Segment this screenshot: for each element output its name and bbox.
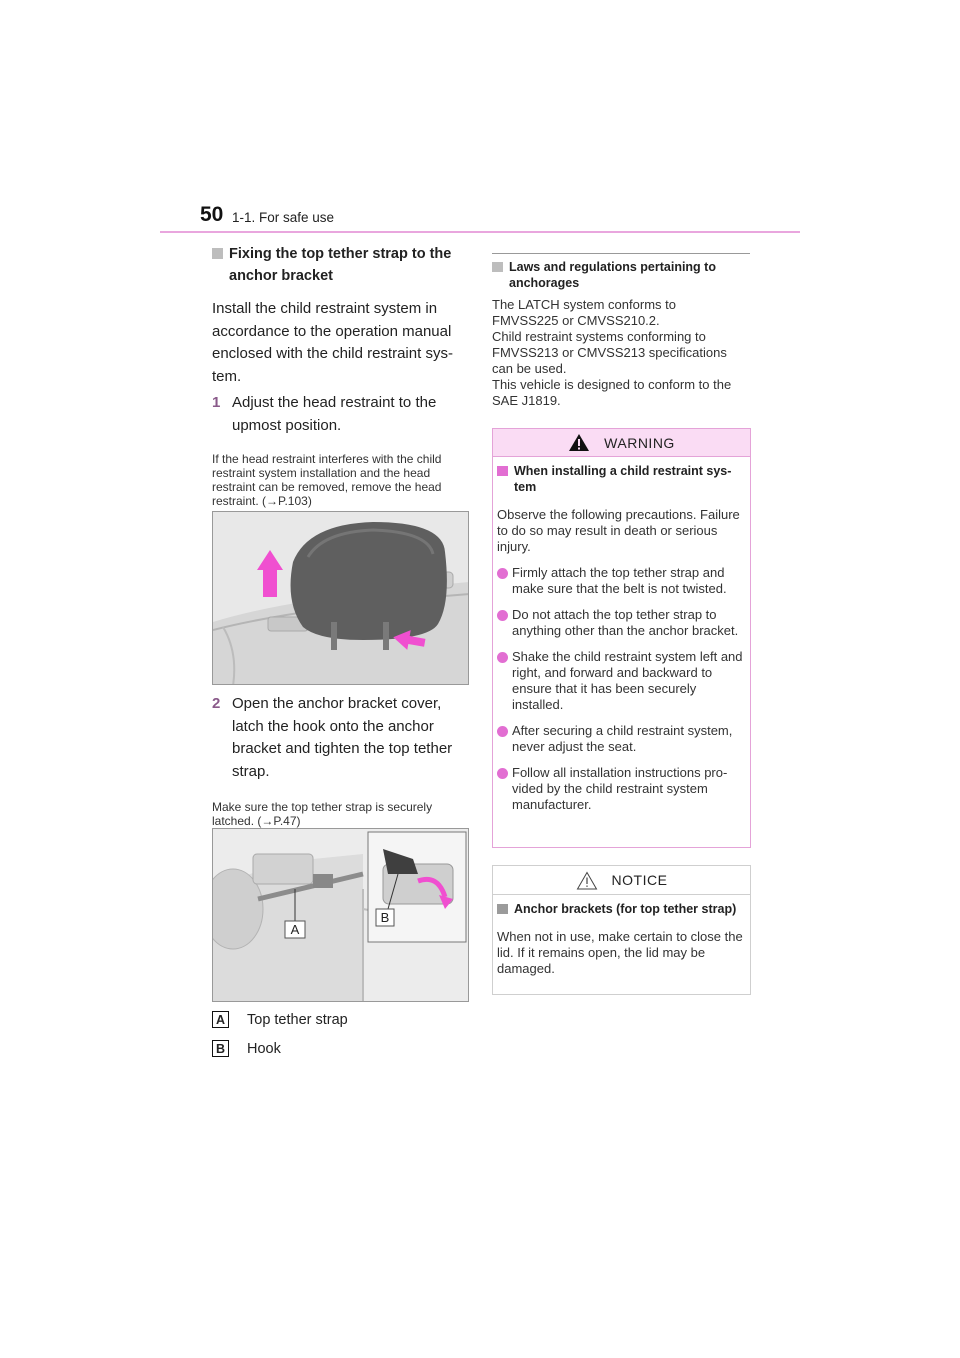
figure-callout-b: B <box>380 910 390 925</box>
head-restraint-illustration <box>213 512 469 685</box>
bullet-dot-icon <box>497 768 508 779</box>
warning-bullet: After securing a child restraint system, never adjust the seat. <box>497 723 746 755</box>
legend-item-b <box>212 1040 281 1057</box>
bullet-dot-icon <box>497 610 508 621</box>
right-column-rule <box>492 253 750 254</box>
legend-key-a: A <box>212 1011 229 1028</box>
bullet-dot-icon <box>497 568 508 579</box>
heading-line-1: Fixing the top tether strap to the <box>229 246 452 262</box>
section-title: 1-1. For safe use <box>232 210 335 225</box>
notice-triangle-icon <box>576 871 598 890</box>
warning-body <box>493 457 750 813</box>
square-marker-icon <box>212 248 223 259</box>
notice-header <box>493 866 750 895</box>
warning-bullet: Shake the child restraint system left and right, and forward and backward to ensure that it has been securely installed. <box>497 649 746 713</box>
anchor-bracket-illustration <box>213 829 469 1002</box>
law-line-2: FMVSS225 or CMVSS210.2. <box>492 313 660 328</box>
law-line-3: Child restraint systems conforming to <box>492 329 706 344</box>
head-restraint-figure <box>212 511 469 685</box>
warning-bullet: Follow all installation instructions pro- vided by the child restraint system manufacturer. <box>497 765 746 813</box>
figure-callout-a: A <box>290 922 300 937</box>
notice-title: NOTICE <box>611 872 668 888</box>
intro-paragraph: Install the child restraint system in accordance to the operation manual enclosed with the child restraint sys- tem. <box>212 300 453 385</box>
heading-line-2: anchor bracket <box>229 268 333 284</box>
law-line-6: This vehicle is designed to conform to the <box>492 377 732 392</box>
warning-subheading: When installing a child restraint sys- tem <box>497 463 746 495</box>
legend-text-a: Top tether strap <box>247 1011 348 1028</box>
warning-bullet: Do not attach the top tether strap to anything other than the anchor bracket. <box>497 607 746 639</box>
step-number: 1 <box>212 394 221 411</box>
legend-item-a <box>212 1011 348 1028</box>
law-line-4: FMVSS213 or CMVSS213 specifications <box>492 345 727 360</box>
legend-text-b: Hook <box>247 1040 281 1057</box>
step-2-block <box>212 689 474 783</box>
law-line-7: SAE J1819. <box>492 393 561 408</box>
bullet-dot-icon <box>497 726 508 737</box>
square-marker-icon <box>497 904 508 914</box>
square-marker-icon <box>497 466 508 476</box>
law-heading <box>492 259 750 291</box>
step-number: 2 <box>212 695 221 712</box>
notice-subheading: Anchor brackets (for top tether strap) <box>497 901 746 917</box>
law-line-1: The LATCH system conforms to <box>492 297 676 312</box>
page-number: 50 <box>200 203 224 226</box>
note-paragraph: If the head restraint interferes with the child restraint system installation and the head restraint can be removed, remove the head restraint. (→P.103) <box>212 452 442 508</box>
notice-text: When not in use, make certain to close the lid. If it remains open, the lid may be damaged. <box>497 929 743 976</box>
law-paragraph <box>492 297 750 409</box>
legend-key-b: B <box>212 1040 229 1057</box>
law-heading-line-2: anchorages <box>509 276 580 290</box>
notice-box <box>492 865 751 995</box>
notice-body <box>493 895 750 977</box>
note-paragraph-2: Make sure the top tether strap is securely latched. (→P.47) <box>212 800 433 828</box>
law-heading-line-1: Laws and regulations pertaining to <box>509 260 716 274</box>
warning-intro: Observe the following precautions. Failure to do so may result in death or serious injury. <box>497 507 740 554</box>
anchor-bracket-figure <box>212 828 469 1002</box>
square-marker-icon <box>492 262 503 272</box>
step-text: Open the anchor bracket cover, latch the hook onto the anchor bracket and tighten the top tether strap. <box>232 695 453 780</box>
step-text: Adjust the head restraint to the upmost position. <box>232 394 437 434</box>
warning-header <box>493 429 750 457</box>
bullet-dot-icon <box>497 652 508 663</box>
warning-triangle-icon <box>568 433 590 452</box>
step-2 <box>212 693 474 783</box>
law-line-5: can be used. <box>492 361 567 376</box>
warning-title: WARNING <box>604 434 675 451</box>
warning-box <box>492 428 751 848</box>
warning-bullet: Firmly attach the top tether strap and make sure that the belt is not twisted. <box>497 565 746 597</box>
step-1 <box>212 392 474 437</box>
left-column <box>212 243 474 508</box>
section-heading <box>212 243 474 287</box>
header-divider <box>160 231 800 233</box>
